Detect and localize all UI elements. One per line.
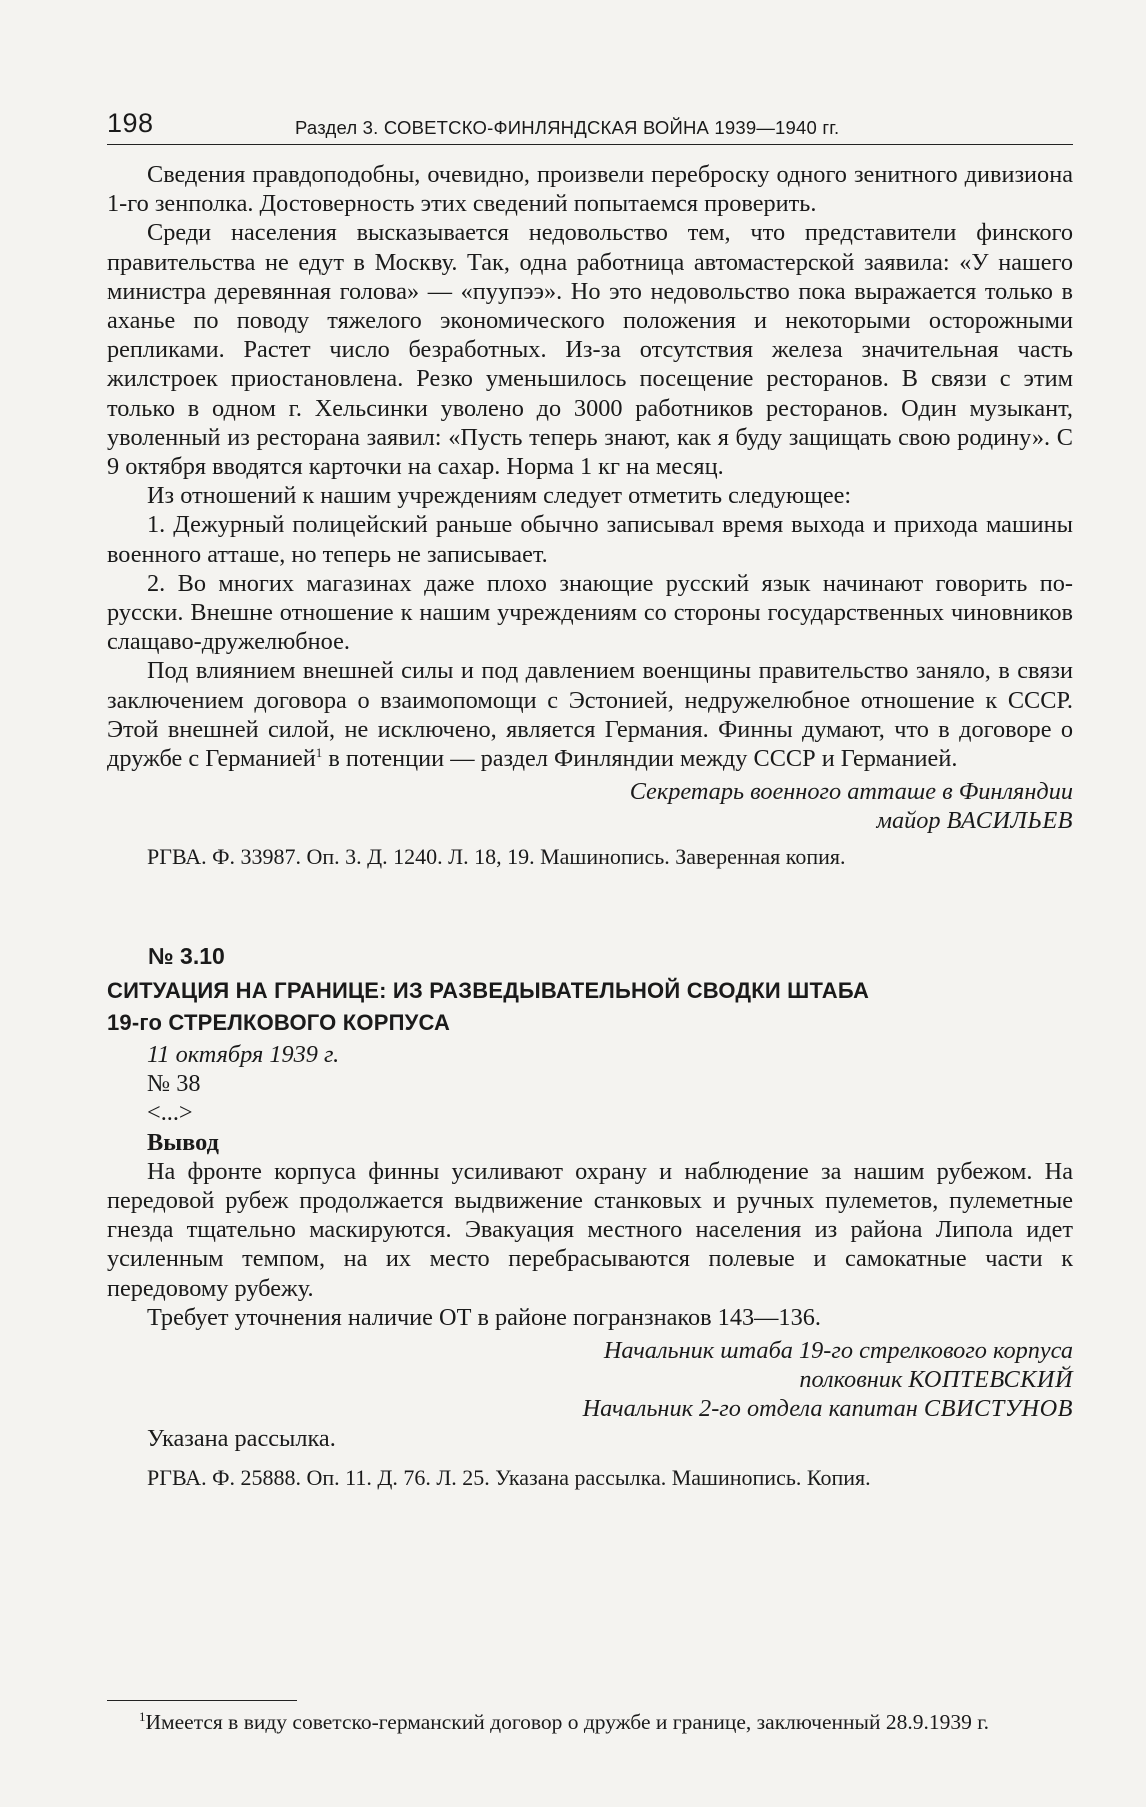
signature-name-line: [107, 806, 1073, 835]
document-reg-number: № 38: [147, 1070, 201, 1098]
page-header: [107, 108, 1073, 145]
paragraph: 2. Во многих магазинах даже плохо знающие русский язык начинают говорить по-русски. Внешне отношение к нашим учреждениям со стороны государственных чиновников слащаво-дружелюбное.: [107, 569, 1073, 656]
signature-title: Секретарь военного атташе в Финляндии: [629, 778, 1073, 806]
signature-title: Начальник штаба 19-го стрелкового корпуса: [603, 1337, 1073, 1365]
page-number: 198: [107, 108, 154, 138]
distribution-note: Указана рассылка.: [147, 1424, 336, 1452]
footnote-divider: [107, 1700, 297, 1701]
paragraph: На фронте корпуса финны усиливают охрану и наблюдение за нашим рубежом. На передовой рубеж продолжается выдвижение станковых и ручных пулеметов, пулеметные гнезда тщательно маскируются. Эвакуация местного населения из района Липола идет усиленным темпом, на их место перебрасываются полевые и самокатные части к передовому рубежу.: [107, 1157, 1073, 1302]
doc1-body: [107, 160, 1073, 871]
document-title-line: 19-го СТРЕЛКОВОГО КОРПУСА: [107, 1010, 451, 1035]
signature-name: КОПТЕВСКИЙ: [908, 1366, 1073, 1394]
paragraph-text: в потенции — раздел Финляндии между СССР и Германией.: [322, 745, 958, 773]
document-title-line: СИТУАЦИЯ НА ГРАНИЦЕ: ИЗ РАЗВЕДЫВАТЕЛЬНОЙ СВОДКИ ШТАБА: [107, 978, 870, 1003]
signature-title: Начальник 2-го отдела капитан: [582, 1395, 924, 1423]
footnote-text: Имеется в виду советско-германский договор о дружбе и границе, заключенный 28.9.1939 г.: [145, 1710, 989, 1734]
running-title: Раздел 3. СОВЕТСКО-ФИНЛЯНДСКАЯ ВОЙНА 1939—1940 гг.: [295, 117, 840, 138]
doc2-body: [107, 1040, 1073, 1492]
signature-name-line: [107, 1365, 1073, 1394]
omission-mark: <...>: [147, 1099, 193, 1127]
document-title: [107, 975, 1073, 1039]
paragraph: Требует уточнения наличие ОТ в районе погранзнаков 143—136.: [147, 1303, 821, 1331]
archive-source: РГВА. Ф. 25888. Оп. 11. Д. 76. Л. 25. Указана рассылка. Машинопись. Копия.: [147, 1464, 871, 1490]
paragraph: [107, 656, 1073, 773]
footnote-reference: 1: [315, 744, 323, 760]
paragraph: Среди населения высказывается недовольство тем, что представители финского правительства не едут в Москву. Так, одна работница автомастерской заявила: «У нашего министра деревянная голова» — «пуупээ». Но это недовольство пока выражается только в аханье по поводу тяжелого экономического положения и некоторыми осторожными репликами. Растет число безработных. Из-за отсутствия железа значительная часть жилстроек приостановлена. Резко уменьшилось посещение ресторанов. В связи с этим только в одном г. Хельсинки уволено до 3000 работников ресторанов. Один музыкант, уволенный из ресторана заявил: «Пусть теперь знают, как я буду защищать свою родину». С 9 октября вводятся карточки на сахар. Норма 1 кг на месяц.: [107, 219, 1073, 481]
footnote-marker: 1: [139, 1708, 146, 1724]
archive-source: РГВА. Ф. 33987. Оп. 3. Д. 1240. Л. 18, 19. Машинопись. Заверенная копия.: [147, 843, 846, 869]
paragraph: 1. Дежурный полицейский раньше обычно записывал время выхода и прихода машины военного атташе, но теперь не записывает.: [107, 511, 1073, 568]
footnote-text-line: [107, 1709, 1073, 1736]
document-number: № 3.10: [148, 943, 225, 969]
signature-rank: полковник: [799, 1366, 909, 1394]
conclusion-heading: Вывод: [147, 1128, 219, 1156]
paragraph-text: Под влиянием внешней силы и под давлением военщины правительство заняло, в связи заключением договора о взаимопомощи с Эстонией, недружелюбное отношение к СССР. Этой внешней силой, не исключено, является Германия. Финны думают, что в договоре о дружбе с Германией: [107, 657, 1073, 773]
signature-name: ВАСИЛЬЕВ: [946, 807, 1073, 835]
paragraph: Из отношений к нашим учреждениям следует отметить следующее:: [147, 482, 852, 510]
footnote: [107, 1709, 1073, 1736]
document-date: 11 октября 1939 г.: [147, 1041, 340, 1068]
paragraph: Сведения правдоподобны, очевидно, произвели переброску одного зенитного дивизиона 1-го зенполка. Достоверность этих сведений попытаемся проверить.: [107, 161, 1073, 218]
signature-name: СВИСТУНОВ: [923, 1395, 1073, 1423]
signature-rank: майор: [876, 807, 947, 835]
signature-name-line: [107, 1394, 1073, 1423]
